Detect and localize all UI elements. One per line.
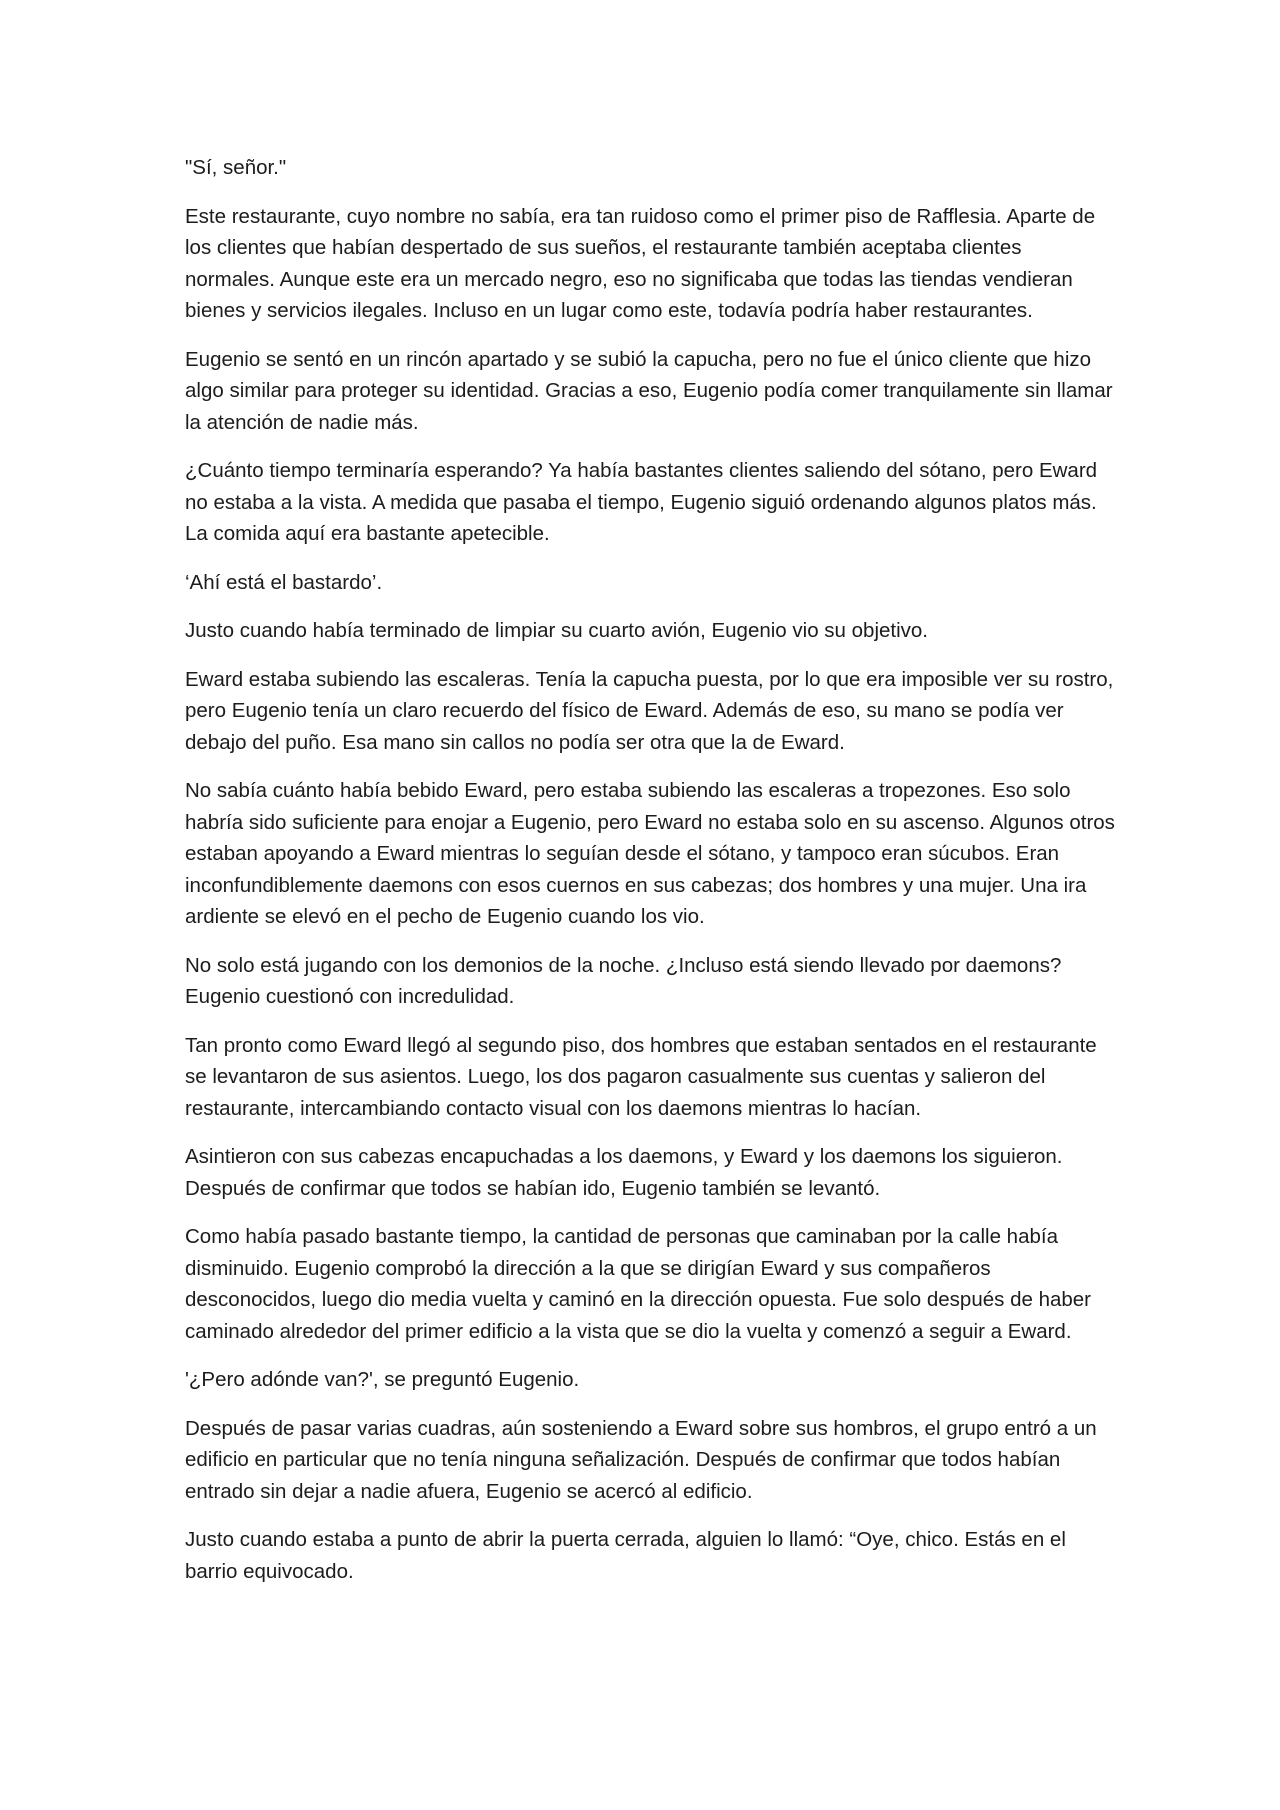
paragraph-8: No sabía cuánto había bebido Eward, pero estaba subiendo las escaleras a tropezones. Eso solo habría sido suficiente para enojar a Eugenio, pero Eward no estaba solo en su ascenso. Algunos otros estaban apoyando a Eward mientras lo seguían desde el sótano, y tampoco eran súcubos. Eran inconfundiblemente daemons con esos cuernos en sus cabezas; dos hombres y una mujer. Una ira ardiente se elevó en el pecho de Eugenio cuando los vio. [185,779,1115,928]
paragraph-7: Eward estaba subiendo las escaleras. Tenía la capucha puesta, por lo que era imposible ver su rostro, pero Eugenio tenía un claro recuerdo del físico de Eward. Además de eso, su mano se podía ver debajo del puño. Esa mano sin callos no podía ser otra que la de Eward. [185,667,1114,754]
paragraph-11: Asintieron con sus cabezas encapuchadas a los daemons, y Eward y los daemons los siguieron. Después de confirmar que todos se habían ido, Eugenio también se levantó. [185,1145,1063,1200]
paragraph-15: Justo cuando estaba a punto de abrir la puerta cerrada, alguien lo llamó: “Oye, chico. Estás en el barrio equivocado. [185,1528,1066,1583]
paragraph-12: Como había pasado bastante tiempo, la cantidad de personas que caminaban por la calle había disminuido. Eugenio comprobó la dirección a la que se dirigían Eward y sus compañeros desconocidos, luego dio media vuelta y caminó en la dirección opuesta. Fue solo después de haber caminado alrededor del primer edificio a la vista que se dio la vuelta y comenzó a seguir a Eward. [185,1225,1091,1343]
paragraph-9: No solo está jugando con los demonios de la noche. ¿Incluso está siendo llevado por daemons? Eugenio cuestionó con incredulidad. [185,953,1062,1008]
paragraph-13: '¿Pero adónde van?', se preguntó Eugenio. [185,1368,580,1391]
paragraph-3: Eugenio se sentó en un rincón apartado y se subió la capucha, pero no fue el único cliente que hizo algo similar para proteger su identidad. Gracias a eso, Eugenio podía comer tranquilamente sin llamar la atención de nadie más. [185,347,1113,434]
document-body [185,152,1115,1604]
paragraph-14: Después de pasar varias cuadras, aún sosteniendo a Eward sobre sus hombros, el grupo entró a un edificio en particular que no tenía ninguna señalización. Después de confirmar que todos habían entrado sin dejar a nadie afuera, Eugenio se acercó al edificio. [185,1416,1097,1503]
paragraph-1: "Sí, señor." [185,156,287,179]
paragraph-2: Este restaurante, cuyo nombre no sabía, era tan ruidoso como el primer piso de Rafflesia. Aparte de los clientes que habían despertado de sus sueños, el restaurante también aceptaba clientes normales. Aunque este era un mercado negro, eso no significaba que todas las tiendas vendieran bienes y servicios ilegales. Incluso en un lugar como este, todavía podría haber restaurantes. [185,204,1096,322]
paragraph-5: ‘Ahí está el bastardo’. [185,570,383,594]
paragraph-4: ¿Cuánto tiempo terminaría esperando? Ya había bastantes clientes saliendo del sótano, pero Eward no estaba a la vista. A medida que pasaba el tiempo, Eugenio siguió ordenando algunos platos más. La comida aquí era bastante apetecible. [185,459,1098,545]
paragraph-6: Justo cuando había terminado de limpiar su cuarto avión, Eugenio vio su objetivo. [185,619,929,642]
paragraph-10: Tan pronto como Eward llegó al segundo piso, dos hombres que estaban sentados en el restaurante se levantaron de sus asientos. Luego, los dos pagaron casualmente sus cuentas y salieron del restaurante, intercambiando contacto visual con los daemons mientras lo hacían. [185,1033,1097,1120]
